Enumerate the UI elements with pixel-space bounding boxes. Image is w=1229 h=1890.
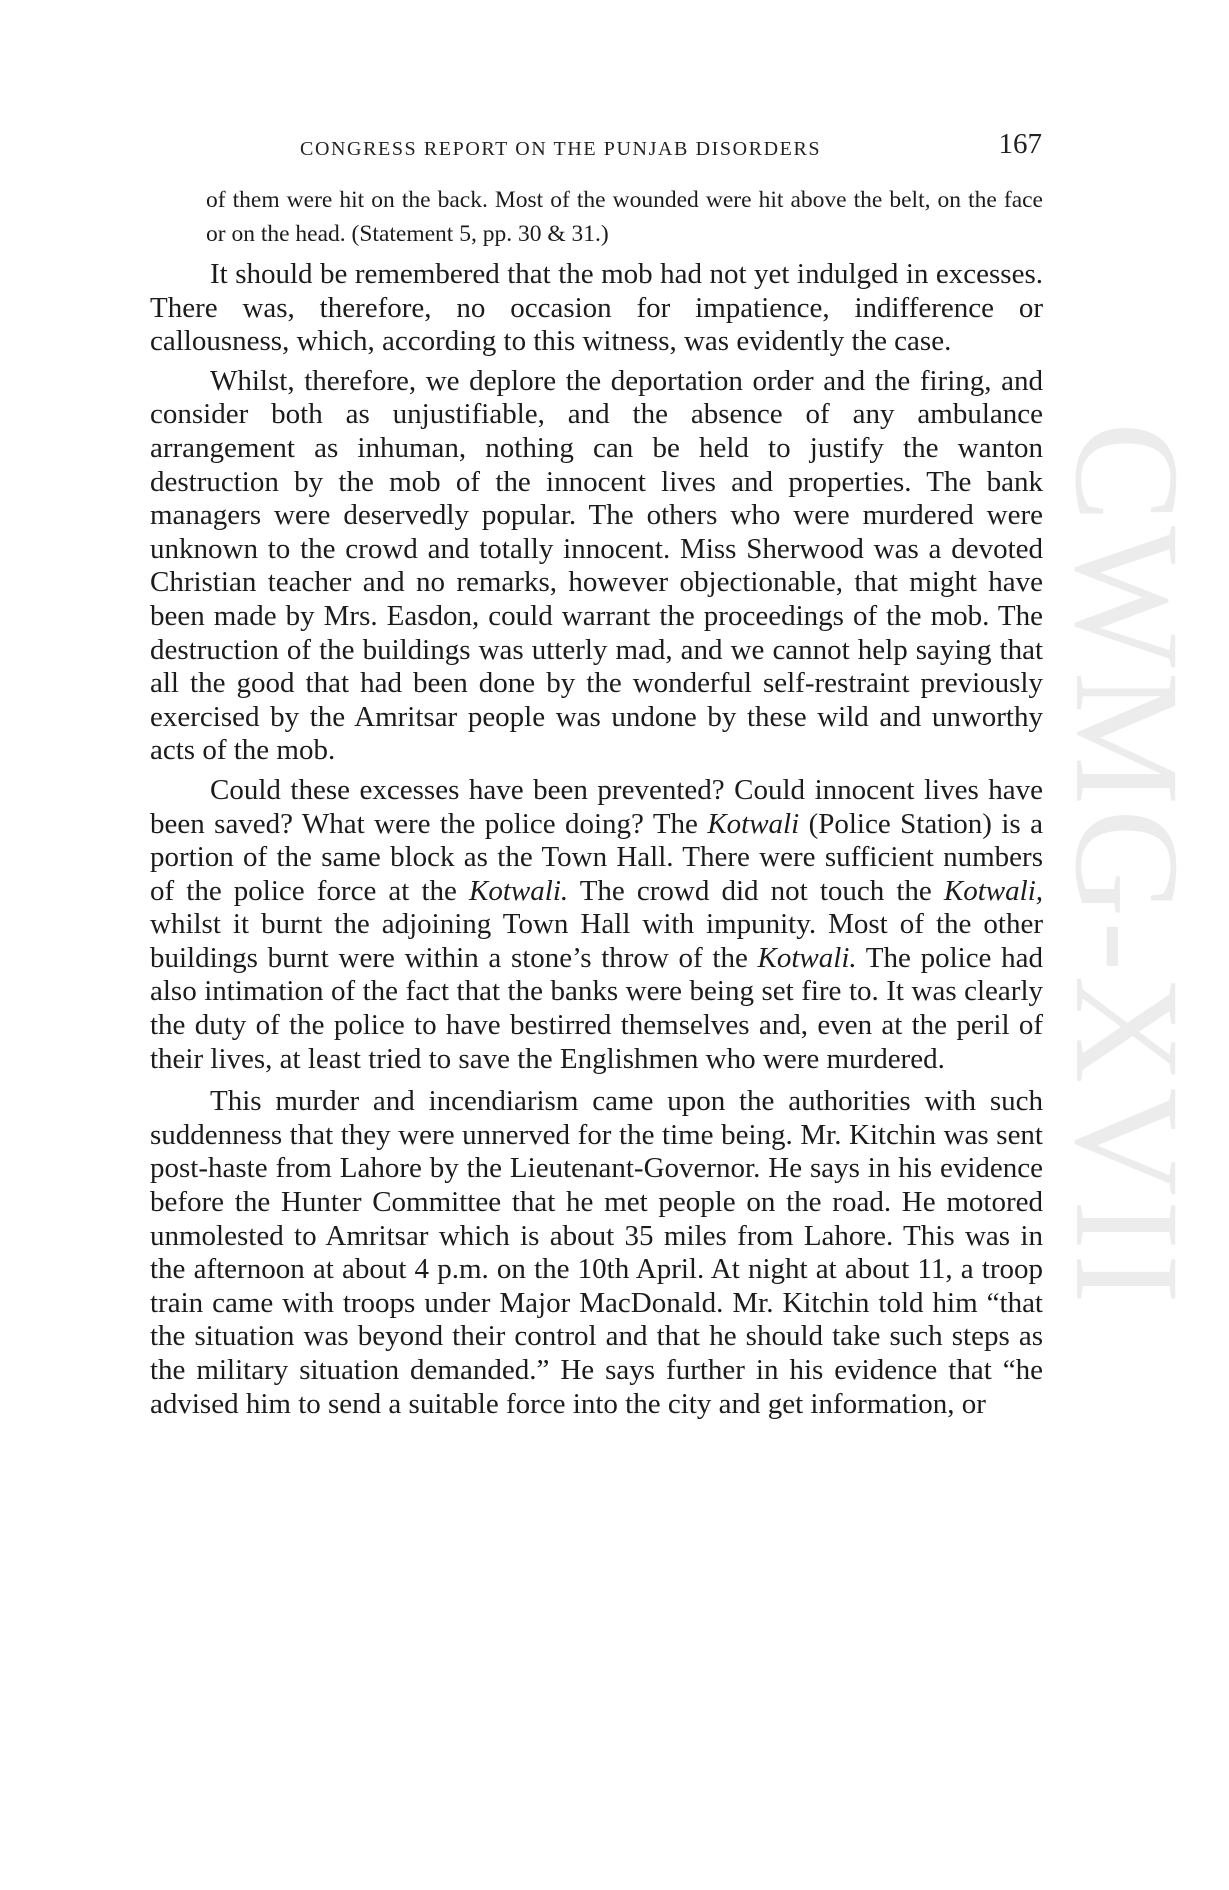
paragraph-1: It should be remembered that the mob had not yet indulged in excesses. There was, therefore, no occasion for impatience, indifference or callousness, which, according to this witness, was evidently the case.: [150, 258, 1043, 358]
paragraph-2: Whilst, therefore, we deplore the deportation order and the firing, and consider both as unjustifiable, and the absence of any ambulance arrangement as inhuman, nothing can be held to justify the wanton destruction by the mob of the innocent lives and properties. The bank managers were deservedly popular. The others who were murdered were unknown to the crowd and totally innocent. Miss Sherwood was a devoted Christian teacher and no remarks, however objectionable, that might have been made by Mrs. Easdon, could warrant the proceedings of the mob. The destruction of the buildings was utterly mad, and we cannot help saying that all the good that had been done by the wonderful self-restraint previously exercised by the Amritsar people was undone by these wild and unworthy acts of the mob.: [150, 364, 1043, 767]
watermark: [1044, 300, 1210, 1430]
paragraph-3: [150, 774, 1043, 1076]
paragraph-3-text: whilst it burnt the adjoining Town Hall with impunity. Most of the other buildings burnt were within a stone’s throw of the: [150, 908, 1043, 974]
running-head: [150, 128, 1042, 168]
kotwali-term: Kotwali,: [943, 874, 1043, 907]
paragraph-3-text: The police had also intimation of the fact that the banks were being set fire to. It was clearly the duty of the police to have bestirred themselves and, even at the peril of their lives, at least tried to save the Englishmen who were murdered.: [150, 941, 1043, 1075]
kotwali-term: Kotwali.: [469, 874, 569, 907]
kotwali-term: Kotwali: [707, 807, 800, 840]
paragraph-3-text: (Police Station) is a portion of the same block as the Town Hall. There were sufficient numbers of the police force at the: [150, 807, 1043, 907]
quoted-statement: of them were hit on the back. Most of the wounded were hit above the belt, on the face or on the head. (Statement 5, pp. 30 & 31.): [206, 187, 1043, 247]
paragraph-3-text: Could these excesses have been prevented? Could innocent lives have been saved? What were the police doing? The: [150, 773, 1043, 840]
paragraph-3-text: The crowd did not touch the: [568, 874, 944, 907]
page-number: 167: [998, 128, 1042, 160]
running-title: CONGRESS REPORT ON THE PUNJAB DISORDERS: [300, 138, 822, 160]
watermark-text: CWMG-XVII: [1044, 422, 1210, 1308]
kotwali-term: Kotwali.: [757, 941, 857, 974]
page-body: [150, 183, 1043, 1421]
paragraph-4: This murder and incendiarism came upon the authorities with such suddenness that they were unnerved for the time being. Mr. Kitchin was sent post-haste from Lahore by the Lieutenant-Governor. He says in his evidence before the Hunter Committee that he met people on the road. He motored unmolested to Amritsar which is about 35 miles from Lahore. This was in the afternoon at about 4 p.m. on the 10th April. At night at about 11, a troop train came with troops under Major MacDonald. Mr. Kitchin told him “that the situation was beyond their control and that he should take such steps as the military situation demanded.” He says further in his evidence that “he advised him to send a suitable force into the city and get information, or: [150, 1085, 1043, 1420]
